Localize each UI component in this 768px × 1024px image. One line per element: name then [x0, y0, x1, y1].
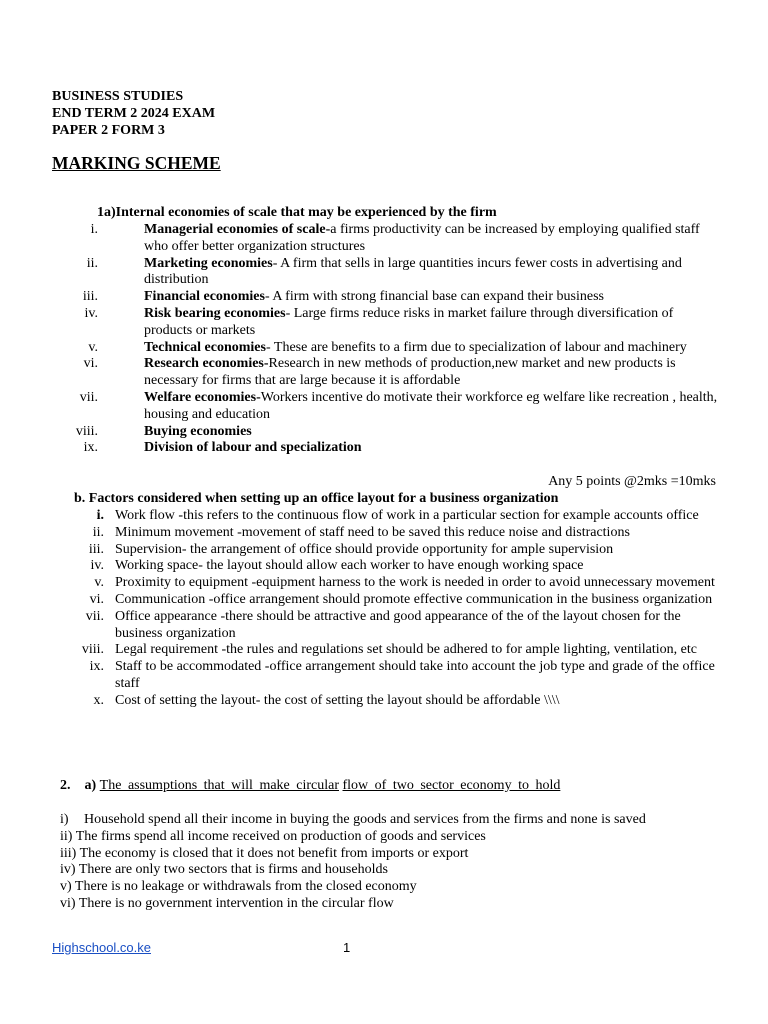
list-item: [0, 693, 768, 710]
list-item: [0, 659, 768, 693]
list-item: [0, 609, 768, 643]
item-text: The economy is closed that it does not benefit from imports or export: [79, 845, 469, 861]
question-number: 2.: [60, 778, 71, 793]
list-item: [0, 508, 768, 525]
item-text: - These are benefits to a firm due to specialization of labour and machinery: [265, 339, 687, 355]
item-number: vii.: [79, 389, 98, 405]
item-text: a firms productivity can be increased by employing qualified staff who offer better organization structures: [144, 222, 700, 254]
item-number: vi): [60, 895, 76, 911]
item-term: Welfare economies-: [144, 389, 261, 405]
list-item: [0, 222, 768, 256]
item-text: There is no leakage or withdrawals from the closed economy: [74, 879, 417, 895]
item-number: ii.: [92, 524, 104, 540]
item-term: Technical economies: [144, 339, 266, 355]
page-number: 1: [343, 940, 351, 955]
question-heading-part2: flow of two sector economy to hold: [342, 778, 561, 793]
item-number: i.: [90, 222, 98, 237]
list-item: [0, 896, 768, 913]
list-item: [0, 356, 768, 390]
item-number: ii): [60, 828, 73, 844]
item-text: Supervision- the arrangement of office should provide opportunity for ample supervision: [115, 541, 614, 557]
item-number: ix.: [89, 659, 104, 675]
page-title: MARKING SCHEME: [52, 153, 221, 173]
list-item: [0, 829, 768, 846]
item-term: Marketing economies: [144, 255, 273, 271]
list-item: [0, 525, 768, 542]
list-item: [0, 440, 768, 457]
item-term: Managerial economies of scale-: [144, 222, 331, 237]
item-number: v.: [88, 339, 98, 355]
question-1a-list: [0, 222, 768, 457]
list-item: [0, 846, 768, 863]
item-number: iv.: [84, 305, 98, 321]
item-term: Division of labour and specialization: [144, 440, 362, 456]
question-letter: a): [84, 778, 97, 793]
question-heading-part1: The assumptions that will make circular: [99, 778, 339, 793]
list-item: [0, 542, 768, 559]
paper-line: PAPER 2 FORM 3: [52, 122, 165, 138]
item-number: i.: [96, 508, 104, 523]
list-item: [0, 879, 768, 896]
item-text: - Large firms reduce risks in market failure through diversification of products or markets: [144, 305, 674, 338]
list-item: [0, 592, 768, 609]
item-number: viii.: [75, 423, 98, 439]
item-text: Communication -office arrangement should promote effective communication in the business organization: [115, 591, 713, 607]
item-number: iii.: [82, 289, 98, 305]
item-number: x.: [93, 692, 104, 708]
list-item: [0, 306, 768, 340]
item-text: Household spend all their income in buying the goods and services from the firms and none is saved: [84, 812, 646, 827]
question-1b-list: [0, 508, 768, 710]
item-text: Work flow -this refers to the continuous flow of work in a particular section for example accounts office: [115, 508, 699, 523]
item-term: Financial economies: [144, 289, 265, 305]
item-number: iv): [60, 862, 76, 878]
question-1b-heading: b. Factors considered when setting up an office layout for a business organization: [74, 491, 559, 506]
item-text: Staff to be accommodated -office arrangement should take into account the job type and grade of the office staff: [115, 659, 715, 691]
exam-header: [52, 89, 215, 139]
list-item: [0, 289, 768, 306]
item-term: Buying economies: [144, 423, 252, 439]
list-item: [0, 575, 768, 592]
item-number: iii.: [88, 541, 104, 557]
item-number: vii.: [85, 608, 104, 624]
item-text: There are only two sectors that is firms and households: [78, 862, 388, 878]
item-number: v): [60, 879, 72, 895]
marks-allocation: Any 5 points @2mks =10mks: [548, 474, 716, 489]
exam-line: END TERM 2 2024 EXAM: [52, 105, 216, 121]
item-text: The firms spend all income received on production of goods and services: [75, 828, 486, 844]
footer-website-link[interactable]: Highschool.co.ke: [52, 940, 151, 955]
item-number: i): [60, 812, 69, 827]
item-text: - A firm that sells in large quantities incurs fewer costs in advertising and distribution: [144, 255, 682, 288]
list-item: [0, 862, 768, 879]
item-number: vi.: [83, 356, 98, 372]
list-item: [0, 256, 768, 290]
item-number: iv.: [90, 558, 104, 574]
item-text: Legal requirement -the rules and regulations set should be adhered to for ample lighting, ventilation, etc: [115, 642, 697, 658]
item-number: v.: [94, 575, 104, 591]
item-text: Office appearance -there should be attractive and good appearance of the of the layout chosen for the business organization: [115, 608, 681, 641]
item-term: Risk bearing economies: [144, 305, 286, 321]
item-number: iii): [60, 845, 77, 861]
item-text: Minimum movement -movement of staff need to be saved this reduce noise and distractions: [115, 524, 630, 540]
item-text: Cost of setting the layout- the cost of setting the layout should be affordable \\\\: [115, 692, 560, 708]
item-number: ix.: [83, 440, 98, 456]
item-text: Workers incentive do motivate their workforce eg welfare like recreation , health, housing and education: [144, 389, 718, 422]
list-item: [0, 424, 768, 441]
item-number: vi.: [89, 591, 104, 607]
item-term: Research economies-: [144, 356, 269, 372]
item-number: ii.: [86, 255, 98, 271]
list-item: [0, 812, 768, 829]
question-2a-heading: [60, 778, 560, 795]
subject-line: BUSINESS STUDIES: [52, 89, 184, 104]
list-item: [0, 340, 768, 357]
list-item: [0, 558, 768, 575]
item-text: There is no government intervention in the circular flow: [78, 895, 394, 911]
list-item: [0, 642, 768, 659]
item-text: Working space- the layout should allow each worker to have enough working space: [115, 558, 584, 574]
question-2a-list: [0, 812, 768, 913]
question-1a-heading: 1a)Internal economies of scale that may be experienced by the firm: [97, 205, 497, 220]
item-text: - A firm with strong financial base can expand their business: [264, 289, 604, 305]
item-text: Research in new methods of production,new market and new products is necessary for firms that are large because it is affordable: [144, 356, 676, 389]
item-number: viii.: [81, 642, 104, 658]
list-item: [0, 390, 768, 424]
item-text: Proximity to equipment -equipment harness to the work is needed in order to avoid unnecessary movement: [115, 575, 715, 591]
